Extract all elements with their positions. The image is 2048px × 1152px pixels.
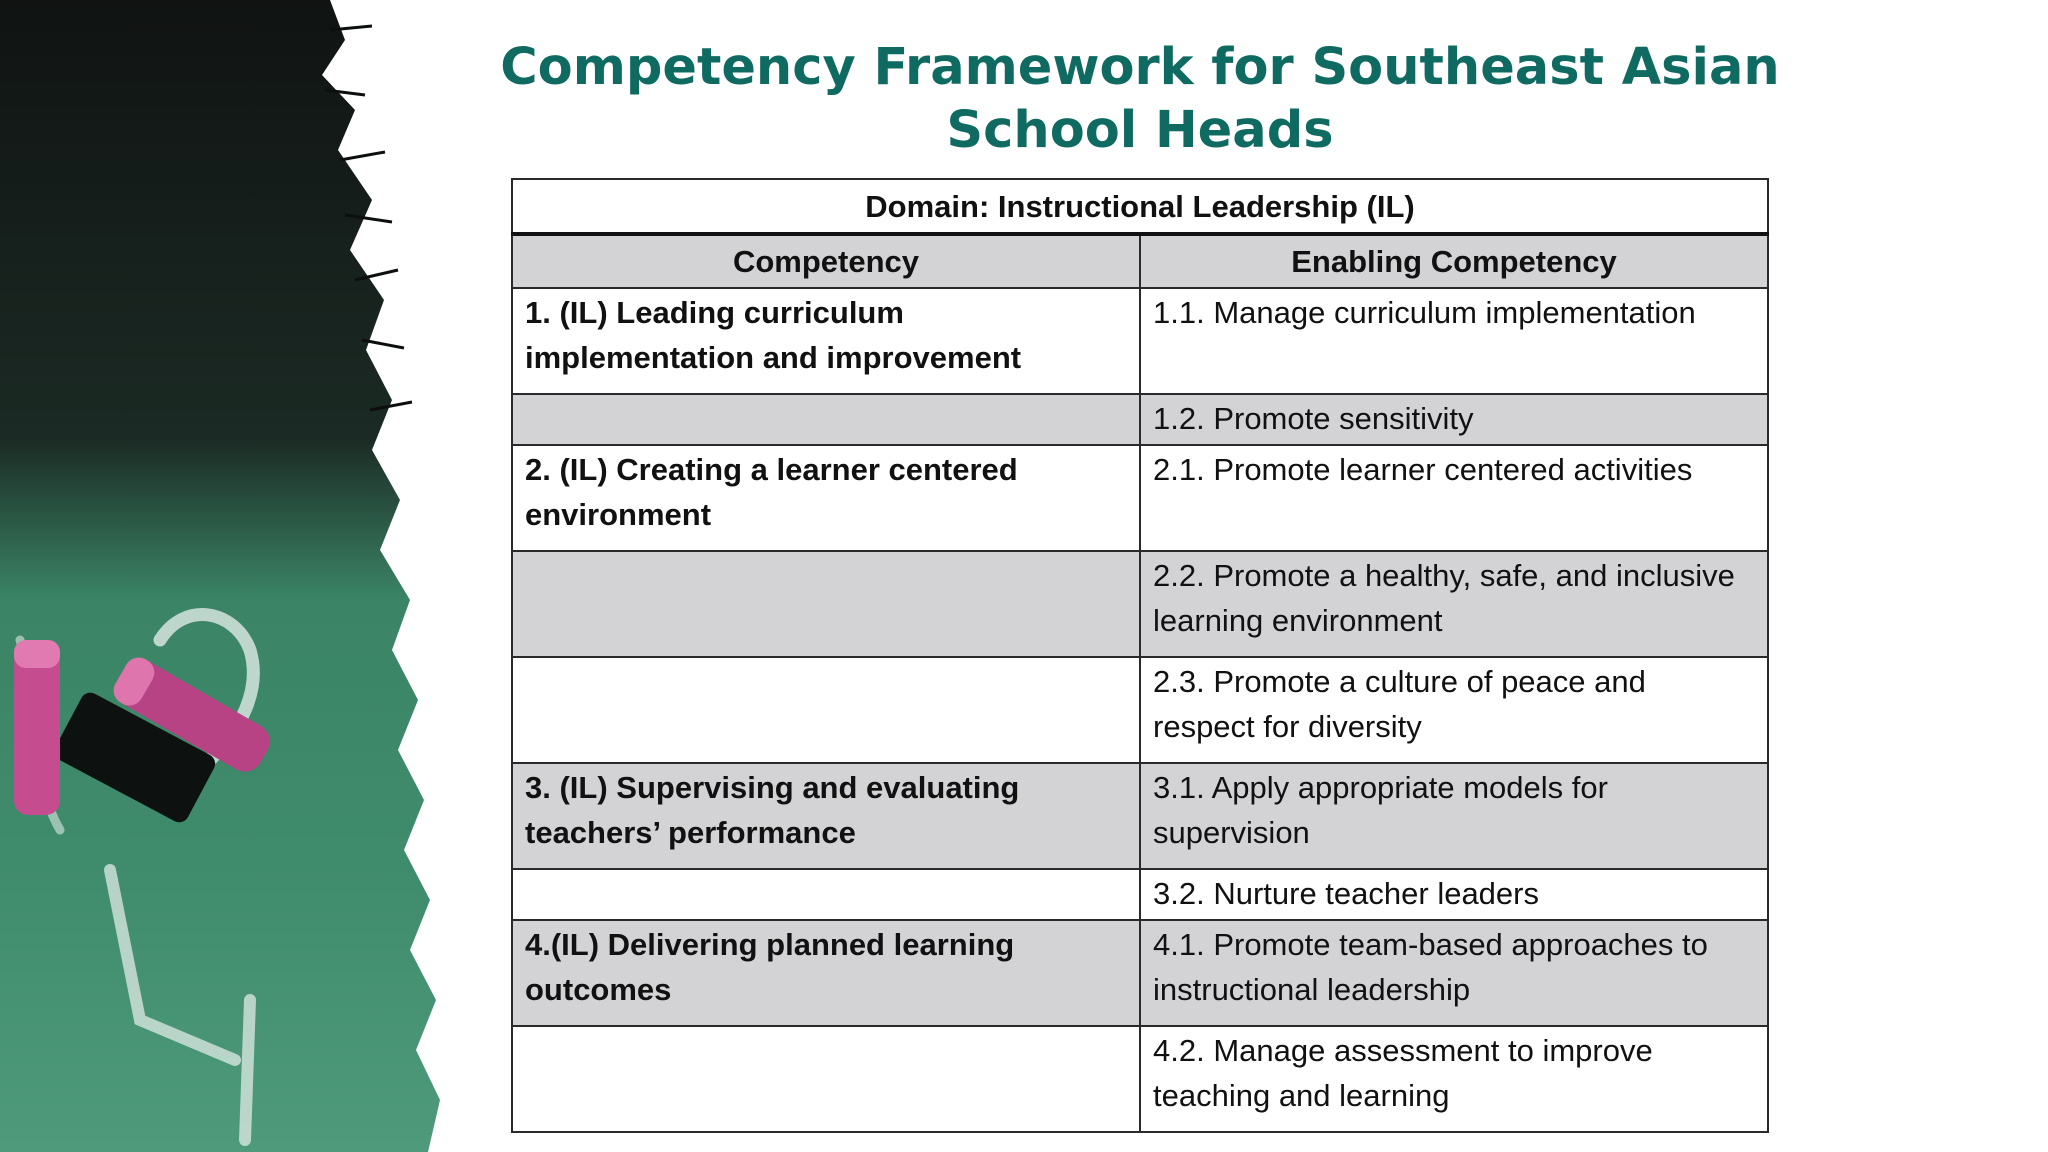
competency-cell bbox=[512, 551, 1140, 657]
table-row bbox=[512, 1026, 1768, 1132]
table-row bbox=[512, 657, 1768, 763]
table-row bbox=[512, 763, 1768, 869]
enabling-cell: 4.1. Promote team-based approaches to instructional leadership bbox=[1140, 920, 1768, 1026]
enabling-cell: 1.1. Manage curriculum implementation bbox=[1140, 288, 1768, 394]
title-line-2: School Heads bbox=[946, 101, 1334, 160]
competency-cell bbox=[512, 394, 1140, 445]
table-row bbox=[512, 394, 1768, 445]
enabling-cell: 3.2. Nurture teacher leaders bbox=[1140, 869, 1768, 920]
chalkboard-shape bbox=[0, 0, 440, 1152]
header-competency: Competency bbox=[512, 234, 1140, 288]
table-row bbox=[512, 920, 1768, 1026]
domain-row bbox=[512, 179, 1768, 234]
table-row bbox=[512, 288, 1768, 394]
header-row bbox=[512, 234, 1768, 288]
chalkboard-illustration bbox=[0, 0, 470, 1152]
domain-cell: Domain: Instructional Leadership (IL) bbox=[512, 179, 1768, 234]
table-row bbox=[512, 445, 1768, 551]
title-line-1: Competency Framework for Southeast Asian bbox=[500, 38, 1780, 97]
enabling-cell: 4.2. Manage assessment to improve teaching and learning bbox=[1140, 1026, 1768, 1132]
competency-table bbox=[511, 178, 1769, 1133]
enabling-cell: 2.3. Promote a culture of peace and respect for diversity bbox=[1140, 657, 1768, 763]
competency-cell bbox=[512, 1026, 1140, 1132]
competency-cell: 1. (IL) Leading curriculum implementation and improvement bbox=[512, 288, 1140, 394]
page-title bbox=[450, 36, 1830, 162]
competency-cell: 4.(IL) Delivering planned learning outcomes bbox=[512, 920, 1140, 1026]
competency-cell bbox=[512, 869, 1140, 920]
table-row bbox=[512, 869, 1768, 920]
enabling-cell: 2.1. Promote learner centered activities bbox=[1140, 445, 1768, 551]
header-enabling-competency: Enabling Competency bbox=[1140, 234, 1768, 288]
competency-cell bbox=[512, 657, 1140, 763]
table-row bbox=[512, 551, 1768, 657]
enabling-cell: 2.2. Promote a healthy, safe, and inclusive learning environment bbox=[1140, 551, 1768, 657]
enabling-cell: 3.1. Apply appropriate models for supervision bbox=[1140, 763, 1768, 869]
competency-cell: 3. (IL) Supervising and evaluating teachers’ performance bbox=[512, 763, 1140, 869]
competency-cell: 2. (IL) Creating a learner centered environment bbox=[512, 445, 1140, 551]
enabling-cell: 1.2. Promote sensitivity bbox=[1140, 394, 1768, 445]
